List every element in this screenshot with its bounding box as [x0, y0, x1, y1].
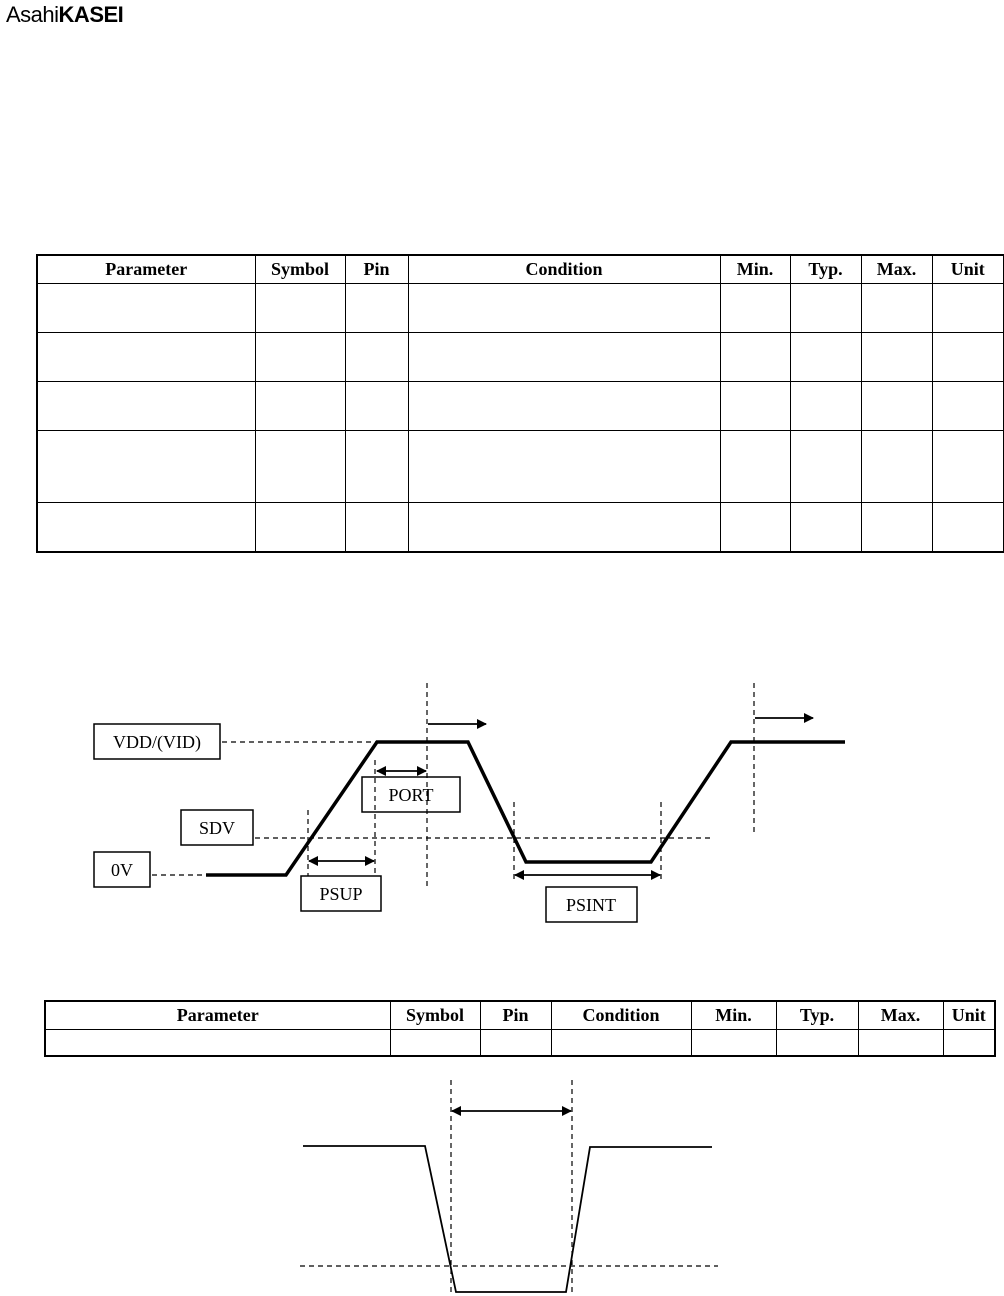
logo-part-kasei: KASEI	[58, 2, 124, 27]
sdv-label-text: SDV	[198, 818, 236, 838]
col-header-condition: Condition	[551, 1001, 691, 1030]
col-header-min: Min.	[691, 1001, 776, 1030]
port-label-text: PORT	[388, 785, 434, 805]
col-header-symbol: Symbol	[255, 255, 345, 284]
logo-part-asahi: Asahi	[6, 2, 59, 27]
col-header-typ: Typ.	[776, 1001, 858, 1030]
psint-label-text: PSINT	[565, 895, 617, 915]
supply-voltage-waveform	[206, 742, 845, 875]
col-header-parameter: Parameter	[37, 255, 255, 284]
psint-label	[546, 887, 637, 922]
col-header-max: Max.	[861, 255, 932, 284]
zero-volt-label	[94, 852, 150, 887]
power-interrupt-timing-diagram	[300, 1080, 718, 1296]
col-header-parameter: Parameter	[45, 1001, 390, 1030]
col-header-typ: Typ.	[790, 255, 861, 284]
psup-label-text: PSUP	[319, 884, 363, 904]
sdv-label	[181, 810, 253, 845]
col-header-unit: Unit	[943, 1001, 995, 1030]
col-header-min: Min.	[720, 255, 790, 284]
power-supply-timing-diagram	[94, 683, 845, 922]
vdd-label	[94, 724, 220, 759]
zero-volt-label-text: 0V	[111, 860, 133, 880]
col-header-unit: Unit	[932, 255, 1004, 284]
col-header-pin: Pin	[345, 255, 408, 284]
vdd-label-text: VDD/(VID)	[113, 732, 201, 752]
port-label	[362, 777, 460, 812]
col-header-pin: Pin	[480, 1001, 551, 1030]
col-header-condition: Condition	[408, 255, 720, 284]
interrupt-waveform	[303, 1146, 712, 1292]
col-header-max: Max.	[858, 1001, 943, 1030]
col-header-symbol: Symbol	[390, 1001, 480, 1030]
psup-label	[301, 876, 381, 911]
